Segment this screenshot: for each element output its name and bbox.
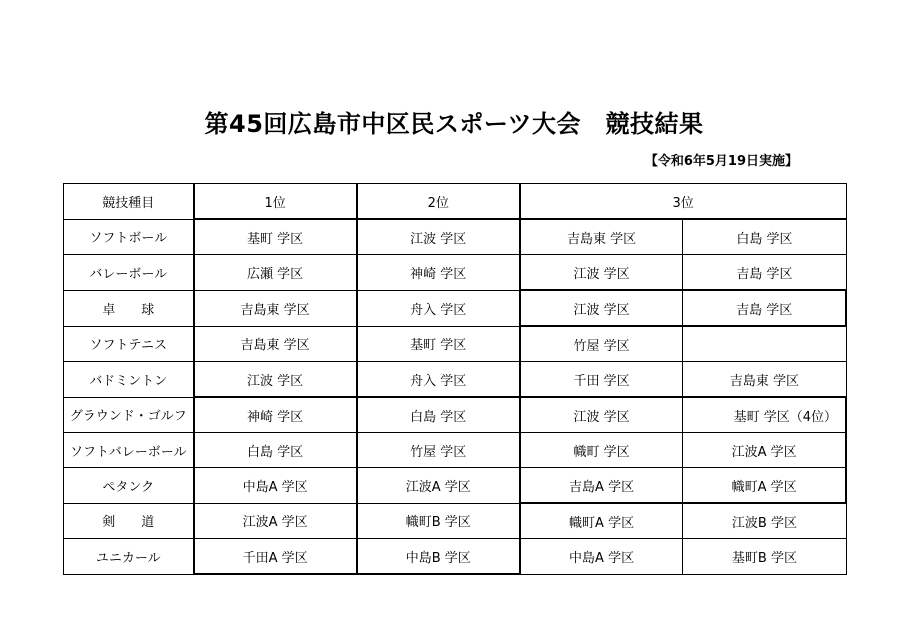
event-cell: ユニカール [64, 539, 194, 575]
header-event: 競技種目 [64, 184, 194, 220]
first-place-cell: 広瀬 学区 [194, 255, 357, 291]
event-cell: ペタンク [64, 468, 194, 504]
event-cell: ソフトバレーボール [64, 433, 194, 468]
table-row [64, 290, 847, 326]
event-cell: 剣 道 [64, 503, 194, 539]
first-place-cell: 吉島東 学区 [194, 290, 357, 326]
first-place-cell: 白島 学区 [194, 433, 357, 468]
header-second: 2位 [357, 184, 520, 220]
third-place-cell: 基町 学区（4位） [683, 397, 846, 433]
table-row [64, 326, 847, 362]
results-table [63, 183, 847, 575]
second-place-cell: 江波A 学区 [357, 468, 520, 504]
third-place-cell: 吉島東 学区 [683, 362, 846, 398]
table-row [64, 397, 847, 433]
third-place-cell: 幟町A 学区 [683, 468, 846, 504]
first-place-cell: 吉島東 学区 [194, 326, 357, 362]
first-place-cell: 中島A 学区 [194, 468, 357, 504]
third-place-cell: 吉島A 学区 [520, 468, 683, 504]
table-row [64, 503, 847, 539]
table-row [64, 539, 847, 575]
first-place-cell: 千田A 学区 [194, 539, 357, 575]
third-place-cell [683, 326, 846, 362]
event-cell: ソフトボール [64, 219, 194, 255]
event-cell: ソフトテニス [64, 326, 194, 362]
table-row [64, 219, 847, 255]
table-row [64, 433, 847, 468]
third-place-cell: 江波 学区 [520, 397, 683, 433]
third-place-cell: 吉島 学区 [683, 255, 846, 291]
second-place-cell: 舟入 学区 [357, 362, 520, 398]
third-place-cell: 江波B 学区 [683, 503, 846, 539]
third-place-cell: 千田 学区 [520, 362, 683, 398]
table-row [64, 362, 847, 398]
page-title: 第45回広島市中区民スポーツ大会 競技結果 [204, 110, 704, 138]
event-cell: グラウンド・ゴルフ [64, 397, 194, 433]
table-row [64, 468, 847, 504]
event-cell: バドミントン [64, 362, 194, 398]
header-third: 3位 [520, 184, 846, 220]
first-place-cell: 基町 学区 [194, 219, 357, 255]
event-date: 【令和6年5月19日実施】 [644, 154, 798, 169]
third-place-cell: 竹屋 学区 [520, 326, 683, 362]
third-place-cell: 基町B 学区 [683, 539, 846, 575]
second-place-cell: 江波 学区 [357, 219, 520, 255]
second-place-cell: 幟町B 学区 [357, 503, 520, 539]
event-cell: バレーボール [64, 255, 194, 291]
third-place-cell: 吉島 学区 [683, 290, 846, 326]
second-place-cell: 竹屋 学区 [357, 433, 520, 468]
table-row [64, 255, 847, 291]
third-place-cell: 江波 学区 [520, 255, 683, 291]
third-place-cell: 江波 学区 [520, 290, 683, 326]
second-place-cell: 基町 学区 [357, 326, 520, 362]
third-place-cell: 江波A 学区 [683, 433, 846, 468]
second-place-cell: 神崎 学区 [357, 255, 520, 291]
header-first: 1位 [194, 184, 357, 220]
third-place-cell: 幟町A 学区 [520, 503, 683, 539]
third-place-cell: 吉島東 学区 [520, 219, 683, 255]
third-place-cell: 中島A 学区 [520, 539, 683, 575]
first-place-cell: 江波 学区 [194, 362, 357, 398]
second-place-cell: 舟入 学区 [357, 290, 520, 326]
second-place-cell: 中島B 学区 [357, 539, 520, 575]
first-place-cell: 神崎 学区 [194, 397, 357, 433]
third-place-cell: 幟町 学区 [520, 433, 683, 468]
header-row [64, 184, 847, 220]
third-place-cell: 白島 学区 [683, 219, 846, 255]
event-cell: 卓 球 [64, 290, 194, 326]
first-place-cell: 江波A 学区 [194, 503, 357, 539]
second-place-cell: 白島 学区 [357, 397, 520, 433]
